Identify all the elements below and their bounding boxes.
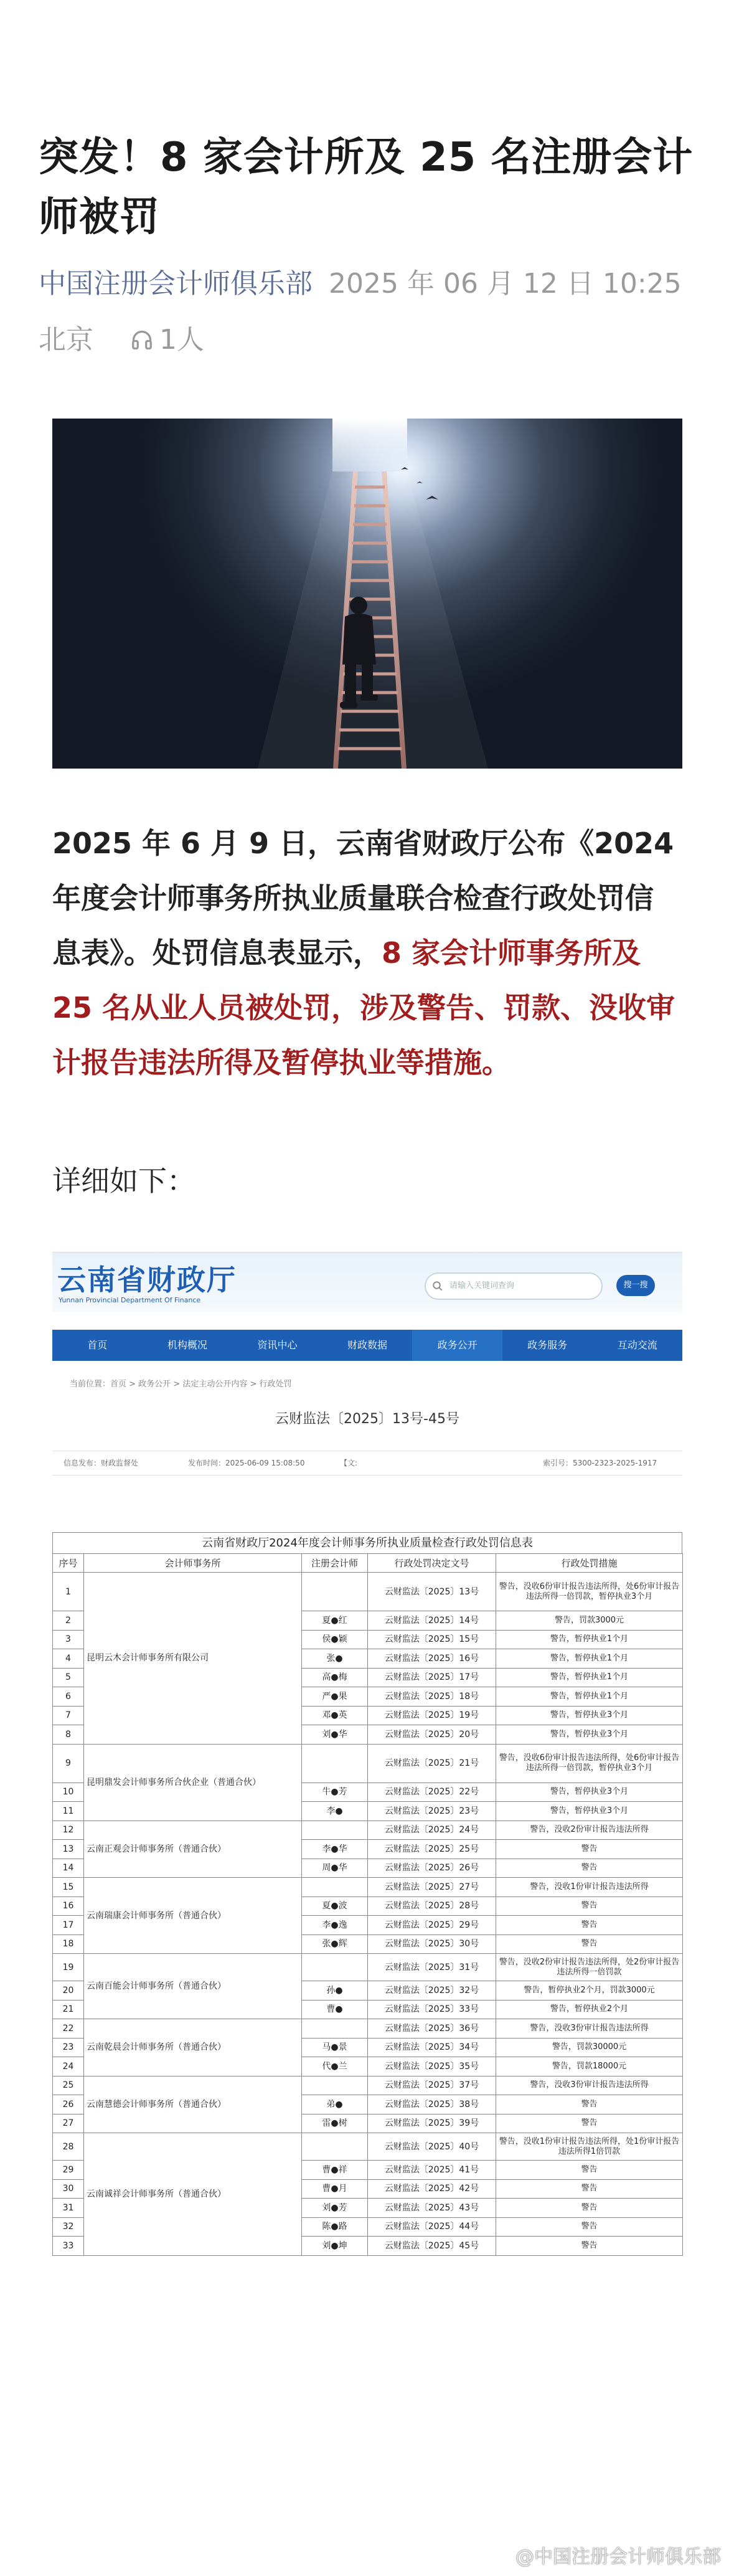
row-number: 17 <box>53 1916 84 1935</box>
decision-number: 云财监法〔2025〕18号 <box>368 1687 496 1707</box>
hero-image <box>52 419 682 769</box>
cpa-name: 夏●波 <box>302 1896 368 1916</box>
gov-nav-item[interactable]: 政务服务 <box>527 1339 568 1351</box>
cpa-name: 雷●树 <box>302 2114 368 2133</box>
cpa-name: 曹●月 <box>302 2179 368 2199</box>
penalty-measure: 警告，暂停执业3个月 <box>496 1706 683 1725</box>
row-number: 30 <box>53 2179 84 2199</box>
penalty-measure: 警告，没收2份审计报告违法所得，处2份审计报告违法所得一倍罚款 <box>496 1954 683 1981</box>
firm-name: 昆明鼎发会计师事务所合伙企业（普通合伙） <box>84 1744 302 1821</box>
cpa-name: 弟● <box>302 2095 368 2114</box>
gov-nav-item[interactable]: 政务公开 <box>412 1330 502 1361</box>
penalty-measure: 警告，罚款30000元 <box>496 2038 683 2057</box>
decision-number: 云财监法〔2025〕36号 <box>368 2019 496 2039</box>
cpa-name: 张● <box>302 1649 368 1669</box>
decision-number: 云财监法〔2025〕35号 <box>368 2057 496 2076</box>
gov-header <box>52 1252 682 1312</box>
cpa-name <box>302 2076 368 2095</box>
search-icon <box>432 1281 443 1292</box>
row-number: 5 <box>53 1668 84 1687</box>
row-number: 2 <box>53 1611 84 1631</box>
row-number: 9 <box>53 1744 84 1783</box>
cpa-name: 邓●英 <box>302 1706 368 1725</box>
row-number: 25 <box>53 2076 84 2095</box>
cpa-name <box>302 1954 368 1981</box>
row-number: 24 <box>53 2057 84 2076</box>
listen-button[interactable] <box>131 323 204 358</box>
firm-name: 云南正观会计师事务所（普通合伙） <box>84 1821 302 1878</box>
table-header-row <box>53 1554 683 1573</box>
decision-number: 云财监法〔2025〕39号 <box>368 2114 496 2133</box>
info-id: 索引号：5300-2323-2025-1917 <box>543 1459 657 1467</box>
cpa-name: 李●逸 <box>302 1916 368 1935</box>
row-number: 7 <box>53 1706 84 1725</box>
info-text: 【文: <box>340 1459 358 1467</box>
decision-number: 云财监法〔2025〕28号 <box>368 1896 496 1916</box>
search-placeholder: 请输入关键词查询 <box>449 1281 515 1290</box>
penalty-measure: 警告，暂停执业2个月，罚款3000元 <box>496 1981 683 2001</box>
penalty-measure: 警告，没收6份审计报告违法所得，处6份审计报告违法所得一倍罚款，暂停执业3个月 <box>496 1573 683 1611</box>
penalty-measure: 警告 <box>496 1859 683 1878</box>
gov-nav-item[interactable]: 首页 <box>87 1339 108 1351</box>
gov-nav-item[interactable]: 资讯中心 <box>257 1339 298 1351</box>
decision-number: 云财监法〔2025〕42号 <box>368 2179 496 2199</box>
decision-number: 云财监法〔2025〕22号 <box>368 1783 496 1802</box>
penalty-measure: 警告，没收3份审计报告违法所得 <box>496 2076 683 2095</box>
row-number: 22 <box>53 2019 84 2039</box>
row-number: 1 <box>53 1573 84 1611</box>
cpa-name: 高●梅 <box>302 1668 368 1687</box>
penalty-table-image <box>52 1532 682 2256</box>
location-label: 北京 <box>39 324 93 356</box>
row-number: 11 <box>53 1802 84 1821</box>
row-number: 18 <box>53 1934 84 1954</box>
row-number: 19 <box>53 1954 84 1981</box>
penalty-measure: 警告，没收3份审计报告违法所得 <box>496 2019 683 2039</box>
penalty-measure: 警告 <box>496 1916 683 1935</box>
col-header: 注册会计师 <box>302 1554 368 1573</box>
row-number: 3 <box>53 1630 84 1649</box>
table-row <box>53 2133 683 2161</box>
row-number: 15 <box>53 1878 84 1897</box>
article-title: 突发！8 家会计所及 25 名注册会计师被罚 <box>39 135 694 240</box>
table-row <box>53 1573 683 1611</box>
penalty-measure: 警告 <box>496 1840 683 1859</box>
penalty-measure: 警告，没收2份审计报告违法所得 <box>496 1821 683 1840</box>
penalty-measure: 警告 <box>496 2161 683 2180</box>
info-date: 发布时间：2025-06-09 15:08:50 <box>188 1459 305 1467</box>
decision-number: 云财监法〔2025〕33号 <box>368 2000 496 2019</box>
gov-doc-title: 云财监法〔2025〕13号-45号 <box>275 1411 459 1427</box>
gov-logo-subtitle: Yunnan Provincial Department Of Finance <box>59 1296 201 1304</box>
penalty-measure: 警告，暂停执业1个月 <box>496 1649 683 1669</box>
decision-number: 云财监法〔2025〕24号 <box>368 1821 496 1840</box>
penalty-measure: 警告 <box>496 2179 683 2199</box>
penalty-measure: 警告 <box>496 2217 683 2237</box>
row-number: 14 <box>53 1859 84 1878</box>
publish-datetime: 2025 年 06 月 12 日 10:25 <box>329 268 682 300</box>
penalty-measure: 警告 <box>496 1896 683 1916</box>
cpa-name <box>302 2133 368 2161</box>
col-header: 行政处罚措施 <box>496 1554 683 1573</box>
decision-number: 云财监法〔2025〕38号 <box>368 2095 496 2114</box>
penalty-measure: 警告，没收1份审计报告违法所得 <box>496 1878 683 1897</box>
penalty-measure: 警告，没收1份审计报告违法所得，处1份审计报告违法所得1倍罚款 <box>496 2133 683 2161</box>
penalty-table <box>52 1553 683 2256</box>
cpa-name: 刘●华 <box>302 1725 368 1745</box>
gov-website-screenshot <box>52 1252 682 1492</box>
cpa-name: 孙● <box>302 1981 368 2001</box>
penalty-measure: 警告 <box>496 2237 683 2256</box>
gov-doc-info <box>52 1451 682 1475</box>
decision-number: 云财监法〔2025〕41号 <box>368 2161 496 2180</box>
table-row <box>53 1878 683 1897</box>
decision-number: 云财监法〔2025〕44号 <box>368 2217 496 2237</box>
listener-count: 1人 <box>159 324 204 356</box>
gov-search-input[interactable] <box>425 1272 603 1300</box>
article-meta-secondary <box>39 323 204 358</box>
decision-number: 云财监法〔2025〕20号 <box>368 1725 496 1745</box>
table-body <box>53 1573 683 2256</box>
cpa-name: 侯●颖 <box>302 1630 368 1649</box>
cpa-name: 牛●芳 <box>302 1783 368 1802</box>
decision-number: 云财监法〔2025〕21号 <box>368 1744 496 1783</box>
decision-number: 云财监法〔2025〕19号 <box>368 1706 496 1725</box>
row-number: 28 <box>53 2133 84 2161</box>
gov-nav-item[interactable]: 互动交流 <box>617 1339 657 1351</box>
row-number: 6 <box>53 1687 84 1707</box>
decision-number: 云财监法〔2025〕25号 <box>368 1840 496 1859</box>
cpa-name: 曹●祥 <box>302 2161 368 2180</box>
account-name-link[interactable]: 中国注册会计师俱乐部 <box>39 268 313 300</box>
row-number: 26 <box>53 2095 84 2114</box>
cpa-name: 马●景 <box>302 2038 368 2057</box>
highlight-text: 8 家会计师事务所及 25 名从业人员被处罚，涉及警告、罚款、没收审计报告违法所得及暂停执业等措施。 <box>52 936 675 1079</box>
decision-number: 云财监法〔2025〕37号 <box>368 2076 496 2095</box>
gov-nav-item[interactable]: 财政数据 <box>347 1339 388 1351</box>
cpa-name: 刘●坤 <box>302 2237 368 2256</box>
gov-nav-item[interactable]: 机构概况 <box>167 1339 207 1351</box>
penalty-measure: 警告，罚款18000元 <box>496 2057 683 2076</box>
info-source: 信息发布：财政监督处 <box>64 1459 139 1467</box>
row-number: 29 <box>53 2161 84 2180</box>
cpa-name: 陈●路 <box>302 2217 368 2237</box>
row-number: 23 <box>53 2038 84 2057</box>
table-row <box>53 1821 683 1840</box>
row-number: 16 <box>53 1896 84 1916</box>
cpa-name: 曹● <box>302 2000 368 2019</box>
decision-number: 云财监法〔2025〕17号 <box>368 1668 496 1687</box>
gov-search-button[interactable]: 搜一搜 <box>616 1275 655 1296</box>
cpa-name: 代●兰 <box>302 2057 368 2076</box>
gov-nav-bar <box>52 1330 682 1361</box>
table-row <box>53 1744 683 1783</box>
row-number: 13 <box>53 1840 84 1859</box>
intro-text: 2025 年 6 月 9 日，云南省财政厅公布《2024 年度会计师事务所执业质量联合检查行政处罚信息表》。处罚信息表显示， <box>52 826 674 970</box>
cpa-name: 李● <box>302 1802 368 1821</box>
row-number: 27 <box>53 2114 84 2133</box>
cpa-name <box>302 1878 368 1897</box>
table-row <box>53 2019 683 2039</box>
decision-number: 云财监法〔2025〕31号 <box>368 1954 496 1981</box>
col-header: 会计师事务所 <box>84 1554 302 1573</box>
firm-name: 云南诚祥会计师事务所（普通合伙） <box>84 2133 302 2256</box>
firm-name: 云南慧德会计师事务所（普通合伙） <box>84 2076 302 2133</box>
penalty-measure: 警告 <box>496 2114 683 2133</box>
decision-number: 云财监法〔2025〕43号 <box>368 2199 496 2218</box>
cpa-name <box>302 1821 368 1840</box>
cpa-name: 张●辉 <box>302 1934 368 1954</box>
row-number: 12 <box>53 1821 84 1840</box>
firm-name: 云南百能会计师事务所（普通合伙） <box>84 1954 302 2019</box>
row-number: 31 <box>53 2199 84 2218</box>
row-number: 8 <box>53 1725 84 1745</box>
decision-number: 云财监法〔2025〕40号 <box>368 2133 496 2161</box>
penalty-measure: 警告，暂停执业1个月 <box>496 1668 683 1687</box>
table-row <box>53 1954 683 1981</box>
col-header: 序号 <box>53 1554 84 1573</box>
decision-number: 云财监法〔2025〕34号 <box>368 2038 496 2057</box>
penalty-measure: 警告，暂停执业1个月 <box>496 1687 683 1707</box>
penalty-measure: 警告，没收6份审计报告违法所得，处6份审计报告违法所得一倍罚款，暂停执业3个月 <box>496 1744 683 1783</box>
penalty-measure: 警告 <box>496 2095 683 2114</box>
penalty-measure: 警告 <box>496 2199 683 2218</box>
decision-number: 云财监法〔2025〕13号 <box>368 1573 496 1611</box>
cpa-name <box>302 2019 368 2039</box>
detail-label: 详细如下： <box>52 1164 195 1198</box>
table-title: 云南省财政厅2024年度会计师事务所执业质量检查行政处罚信息表 <box>52 1532 682 1553</box>
cpa-name <box>302 1573 368 1611</box>
decision-number: 云财监法〔2025〕29号 <box>368 1916 496 1935</box>
decision-number: 云财监法〔2025〕14号 <box>368 1611 496 1631</box>
row-number: 33 <box>53 2237 84 2256</box>
penalty-measure: 警告，暂停执业3个月 <box>496 1802 683 1821</box>
cpa-name: 周●华 <box>302 1859 368 1878</box>
article-meta <box>39 267 682 301</box>
firm-name: 云南瑞康会计师事务所（普通合伙） <box>84 1878 302 1954</box>
cpa-name <box>302 1744 368 1783</box>
firm-name: 云南乾晨会计师事务所（普通合伙） <box>84 2019 302 2076</box>
row-number: 20 <box>53 1981 84 2001</box>
row-number: 10 <box>53 1783 84 1802</box>
row-number: 4 <box>53 1649 84 1669</box>
row-number: 21 <box>53 2000 84 2019</box>
firm-name: 昆明云木会计师事务所有限公司 <box>84 1573 302 1745</box>
decision-number: 云财监法〔2025〕15号 <box>368 1630 496 1649</box>
penalty-measure: 警告，暂停执业3个月 <box>496 1783 683 1802</box>
ladder-illustration <box>52 419 682 769</box>
penalty-measure: 警告，暂停执业3个月 <box>496 1725 683 1745</box>
gov-logo: 云南省财政厅 <box>57 1263 237 1297</box>
cpa-name: 刘●芳 <box>302 2199 368 2218</box>
penalty-measure: 警告，暂停执业2个月 <box>496 2000 683 2019</box>
cpa-name: 严●果 <box>302 1687 368 1707</box>
penalty-measure: 警告，暂停执业1个月 <box>496 1630 683 1649</box>
decision-number: 云财监法〔2025〕32号 <box>368 1981 496 2001</box>
row-number: 32 <box>53 2217 84 2237</box>
intro-paragraph <box>52 816 681 1090</box>
gov-breadcrumb[interactable]: 当前位置：首页 > 政务公开 > 法定主动公开内容 > 行政处罚 <box>70 1380 292 1389</box>
watermark: @中国注册会计师俱乐部 <box>515 2546 721 2568</box>
decision-number: 云财监法〔2025〕27号 <box>368 1878 496 1897</box>
cpa-name: 李●华 <box>302 1840 368 1859</box>
decision-number: 云财监法〔2025〕30号 <box>368 1934 496 1954</box>
decision-number: 云财监法〔2025〕16号 <box>368 1649 496 1669</box>
cpa-name: 夏●红 <box>302 1611 368 1631</box>
col-header: 行政处罚决定文号 <box>368 1554 496 1573</box>
decision-number: 云财监法〔2025〕23号 <box>368 1802 496 1821</box>
penalty-measure: 警告 <box>496 1934 683 1954</box>
headphones-icon <box>131 329 153 351</box>
table-row <box>53 2076 683 2095</box>
decision-number: 云财监法〔2025〕45号 <box>368 2237 496 2256</box>
penalty-measure: 警告，罚款3000元 <box>496 1611 683 1631</box>
decision-number: 云财监法〔2025〕26号 <box>368 1859 496 1878</box>
